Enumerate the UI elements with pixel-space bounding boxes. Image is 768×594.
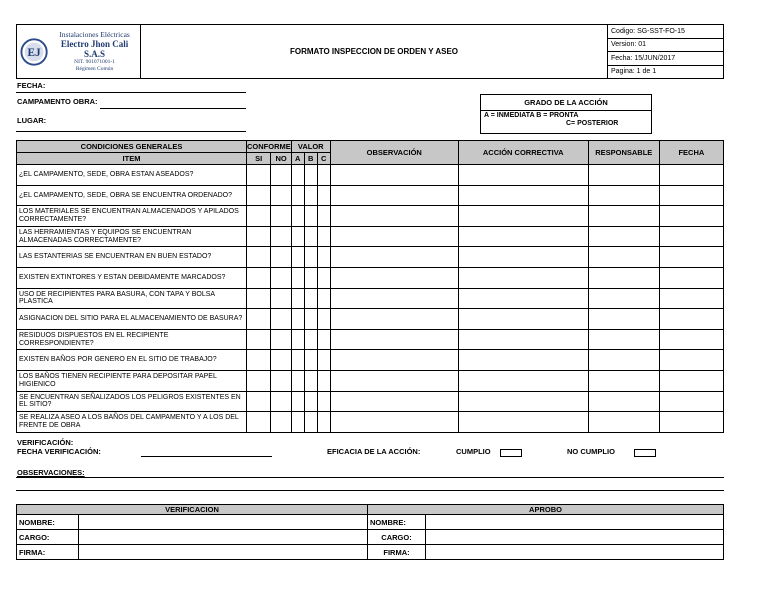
col-conforme: CONFORME [247, 142, 291, 151]
grado-legend [481, 111, 651, 129]
accion-cell[interactable] [458, 370, 588, 391]
b-cell[interactable] [304, 185, 317, 206]
table-row [17, 206, 724, 227]
table-row [17, 350, 724, 371]
company-nit: NIT. 901071001-1 [74, 59, 115, 66]
c-cell[interactable] [317, 165, 330, 186]
col-observacion: OBSERVACIÓN [330, 141, 458, 165]
a-cell[interactable] [291, 226, 304, 247]
observaciones-line-1[interactable] [16, 477, 724, 478]
si-cell[interactable] [247, 370, 271, 391]
responsable-cell[interactable] [588, 185, 659, 206]
table-row [17, 185, 724, 206]
observacion-cell[interactable] [330, 412, 458, 433]
col-fecha: FECHA [659, 141, 723, 165]
item-text: LAS HERRAMIENTAS Y EQUIPOS SE ENCUENTRAN ALMACENADAS CORRECTAMENTE? [17, 226, 247, 247]
fecha-label: FECHA: [17, 81, 46, 90]
si-cell[interactable] [247, 165, 271, 186]
observacion-cell[interactable] [330, 309, 458, 330]
b-cell[interactable] [304, 247, 317, 268]
c-cell[interactable] [317, 350, 330, 371]
si-cell[interactable] [247, 329, 271, 350]
item-text: LOS BAÑOS TIENEN RECIPIENTE PARA DEPOSITAR PAPEL HIGIENICO [17, 370, 247, 391]
col-accion-correctiva: ACCIÓN CORRECTIVA [458, 141, 588, 165]
inspection-rows [17, 165, 724, 433]
responsable-cell[interactable] [588, 412, 659, 433]
responsable-cell[interactable] [588, 165, 659, 186]
document-header [16, 24, 724, 79]
item-text: LOS MATERIALES SE ENCUENTRAN ALMACENADOS Y APILADOS CORRECTAMENTE? [17, 206, 247, 227]
b-cell[interactable] [304, 412, 317, 433]
verif-firma-field[interactable] [79, 545, 368, 560]
b-cell[interactable] [304, 309, 317, 330]
no-cell[interactable] [271, 247, 291, 268]
cumplio-label: CUMPLIO [456, 447, 491, 456]
a-cell[interactable] [291, 288, 304, 309]
campamento-line[interactable] [100, 108, 246, 109]
fecha-cell[interactable] [659, 309, 723, 330]
item-text: ASIGNACION DEL SITIO PARA EL ALMACENAMIENTO DE BASURA? [17, 309, 247, 330]
grado-legend-line-2: C= POSTERIOR [566, 120, 619, 128]
fecha-cell[interactable] [659, 370, 723, 391]
company-line-2: Electro Jhon Cali S.A.S [60, 38, 129, 59]
no-cell[interactable] [271, 267, 291, 288]
aprobo-firma-field[interactable] [426, 545, 724, 560]
c-cell[interactable] [317, 329, 330, 350]
responsable-cell[interactable] [588, 350, 659, 371]
accion-cell[interactable] [458, 226, 588, 247]
cumplio-checkbox[interactable] [500, 449, 522, 457]
col-c: C [317, 153, 330, 165]
c-cell[interactable] [317, 267, 330, 288]
responsable-cell[interactable] [588, 267, 659, 288]
lugar-label: LUGAR: [17, 116, 47, 125]
responsable-cell[interactable] [588, 370, 659, 391]
c-cell[interactable] [317, 412, 330, 433]
verificacion-label: VERIFICACIÓN: [17, 438, 74, 447]
verif-cargo-field[interactable] [79, 530, 368, 545]
si-cell[interactable] [247, 412, 271, 433]
no-cumplio-label: NO CUMPLIO [567, 447, 615, 456]
aprobo-header: APROBO [368, 505, 724, 515]
responsable-cell[interactable] [588, 206, 659, 227]
col-b: B [304, 153, 317, 165]
responsable-cell[interactable] [588, 247, 659, 268]
fecha-cell[interactable] [659, 329, 723, 350]
b-cell[interactable] [304, 391, 317, 412]
table-row [17, 329, 724, 350]
accion-cell[interactable] [458, 165, 588, 186]
col-item: ITEM [17, 153, 247, 165]
verif-nombre-label: NOMBRE: [17, 515, 79, 530]
c-cell[interactable] [317, 370, 330, 391]
grado-title: GRADO DE LA ACCIÓN [481, 95, 651, 111]
no-cell[interactable] [271, 309, 291, 330]
company-logo-icon [20, 37, 48, 67]
no-cell[interactable] [271, 370, 291, 391]
c-cell[interactable] [317, 185, 330, 206]
si-cell[interactable] [247, 288, 271, 309]
form-version: Version: 01 [608, 38, 724, 52]
table-row [17, 267, 724, 288]
b-cell[interactable] [304, 329, 317, 350]
table-row [17, 288, 724, 309]
a-cell[interactable] [291, 309, 304, 330]
verif-cargo-label: CARGO: [17, 530, 79, 545]
a-cell[interactable] [291, 391, 304, 412]
no-cell[interactable] [271, 165, 291, 186]
responsable-cell[interactable] [588, 329, 659, 350]
accion-cell[interactable] [458, 391, 588, 412]
responsable-cell[interactable] [588, 309, 659, 330]
logo-monogram: EJ [27, 46, 41, 59]
form-date: Fecha: 15/JUN/2017 [608, 52, 724, 66]
observacion-cell[interactable] [330, 370, 458, 391]
table-row [17, 226, 724, 247]
item-text: EXISTEN BAÑOS POR GENERO EN EL SITIO DE TRABAJO? [17, 350, 247, 371]
observacion-cell[interactable] [330, 165, 458, 186]
observaciones-label: OBSERVACIONES: [17, 468, 85, 477]
lugar-line[interactable] [16, 131, 246, 132]
a-cell[interactable] [291, 370, 304, 391]
table-row [17, 309, 724, 330]
fecha-cell[interactable] [659, 412, 723, 433]
accion-cell[interactable] [458, 267, 588, 288]
grado-legend-line-1: A = INMEDIATA B = PRONTA [484, 112, 579, 119]
c-cell[interactable] [317, 309, 330, 330]
c-cell[interactable] [317, 206, 330, 227]
col-valor: VALOR [291, 141, 330, 153]
company-line-1: Instalaciones Eléctricas [59, 30, 130, 40]
no-cell[interactable] [271, 391, 291, 412]
a-cell[interactable] [291, 350, 304, 371]
company-name-block [52, 31, 137, 71]
fecha-cell[interactable] [659, 226, 723, 247]
fecha-cell[interactable] [659, 288, 723, 309]
campamento-label: CAMPAMENTO OBRA: [17, 97, 98, 106]
inspection-table [16, 140, 724, 433]
aprobo-cargo-field[interactable] [426, 530, 724, 545]
form-code: Codigo: SG-SST-FO-15 [608, 25, 724, 39]
aprobo-cargo-label: CARGO: [368, 530, 426, 545]
a-cell[interactable] [291, 206, 304, 227]
accion-cell[interactable] [458, 247, 588, 268]
a-cell[interactable] [291, 247, 304, 268]
no-cell[interactable] [271, 226, 291, 247]
observacion-cell[interactable] [330, 226, 458, 247]
item-text: SE REALIZA ASEO A LOS BAÑOS DEL CAMPAMENTO Y A LOS DEL FRENTE DE OBRA [17, 412, 247, 433]
accion-cell[interactable] [458, 288, 588, 309]
b-cell[interactable] [304, 165, 317, 186]
no-cell[interactable] [271, 185, 291, 206]
observacion-cell[interactable] [330, 391, 458, 412]
table-row [17, 247, 724, 268]
company-logo-cell [17, 25, 141, 79]
item-text: RESIDUOS DISPUESTOS EN EL RECIPIENTE CORRESPONDIENTE? [17, 329, 247, 350]
col-responsable: RESPONSABLE [588, 141, 659, 165]
accion-cell[interactable] [458, 185, 588, 206]
verif-nombre-field[interactable] [79, 515, 368, 530]
fecha-cell[interactable] [659, 267, 723, 288]
b-cell[interactable] [304, 206, 317, 227]
item-text: ¿EL CAMPAMENTO, SEDE, OBRA SE ENCUENTRA ORDENADO? [17, 185, 247, 206]
table-row [17, 412, 724, 433]
si-cell[interactable] [247, 267, 271, 288]
observaciones-line-2[interactable] [16, 490, 724, 491]
c-cell[interactable] [317, 288, 330, 309]
col-si: SI [247, 153, 271, 165]
fecha-cell[interactable] [659, 350, 723, 371]
fecha-line[interactable] [16, 92, 246, 93]
fecha-cell[interactable] [659, 247, 723, 268]
no-cell[interactable] [271, 329, 291, 350]
col-condiciones-generales: CONDICIONES GENERALES [17, 141, 247, 153]
b-cell[interactable] [304, 350, 317, 371]
table-row [17, 165, 724, 186]
b-cell[interactable] [304, 370, 317, 391]
fecha-cell[interactable] [659, 391, 723, 412]
table-row [17, 370, 724, 391]
signatures-table [16, 504, 724, 560]
si-cell[interactable] [247, 391, 271, 412]
col-a: A [291, 153, 304, 165]
c-cell[interactable] [317, 226, 330, 247]
responsable-cell[interactable] [588, 288, 659, 309]
observacion-cell[interactable] [330, 288, 458, 309]
no-cell[interactable] [271, 412, 291, 433]
no-cell[interactable] [271, 288, 291, 309]
verif-firma-label: FIRMA: [17, 545, 79, 560]
item-text: USO DE RECIPIENTES PARA BASURA, CON TAPA Y BOLSA PLASTICA [17, 288, 247, 309]
fecha-cell[interactable] [659, 206, 723, 227]
a-cell[interactable] [291, 185, 304, 206]
item-text: ¿EL CAMPAMENTO, SEDE, OBRA ESTAN ASEADOS? [17, 165, 247, 186]
c-cell[interactable] [317, 391, 330, 412]
table-row [17, 391, 724, 412]
observacion-cell[interactable] [330, 185, 458, 206]
si-cell[interactable] [247, 226, 271, 247]
si-cell[interactable] [247, 247, 271, 268]
item-text: EXISTEN EXTINTORES Y ESTAN DEBIDAMENTE MARCADOS? [17, 267, 247, 288]
a-cell[interactable] [291, 412, 304, 433]
aprobo-firma-label: FIRMA: [368, 545, 426, 560]
form-page: Pagina: 1 de 1 [608, 65, 724, 79]
si-cell[interactable] [247, 350, 271, 371]
accion-cell[interactable] [458, 329, 588, 350]
no-cumplio-checkbox[interactable] [634, 449, 656, 457]
aprobo-nombre-field[interactable] [426, 515, 724, 530]
b-cell[interactable] [304, 226, 317, 247]
no-cell[interactable] [271, 350, 291, 371]
a-cell[interactable] [291, 267, 304, 288]
accion-cell[interactable] [458, 350, 588, 371]
accion-cell[interactable] [458, 309, 588, 330]
c-cell[interactable] [317, 247, 330, 268]
observacion-cell[interactable] [330, 267, 458, 288]
observacion-cell[interactable] [330, 350, 458, 371]
observacion-cell[interactable] [330, 329, 458, 350]
fecha-cell[interactable] [659, 165, 723, 186]
accion-cell[interactable] [458, 206, 588, 227]
responsable-cell[interactable] [588, 391, 659, 412]
si-cell[interactable] [247, 309, 271, 330]
a-cell[interactable] [291, 329, 304, 350]
a-cell[interactable] [291, 165, 304, 186]
item-text: SE ENCUENTRAN SEÑALIZADOS LOS PELIGROS EXISTENTES EN EL SITIO? [17, 391, 247, 412]
verificacion-header: VERIFICACION [17, 505, 368, 515]
form-title: FORMATO INSPECCION DE ORDEN Y ASEO [141, 25, 608, 79]
aprobo-nombre-label: NOMBRE: [368, 515, 426, 530]
fecha-cell[interactable] [659, 185, 723, 206]
no-cell[interactable] [271, 206, 291, 227]
observacion-cell[interactable] [330, 247, 458, 268]
responsable-cell[interactable] [588, 226, 659, 247]
fecha-verificacion-label: FECHA VERIFICACIÓN: [17, 447, 101, 456]
accion-cell[interactable] [458, 412, 588, 433]
b-cell[interactable] [304, 267, 317, 288]
item-text: LAS ESTANTERIAS SE ENCUENTRAN EN BUEN ESTADO? [17, 247, 247, 268]
grado-accion-box [480, 94, 652, 134]
eficacia-label: EFICACIA DE LA ACCIÓN: [327, 447, 421, 456]
company-regime: Régimen Común [75, 65, 114, 72]
fecha-verificacion-line[interactable] [141, 456, 272, 457]
si-cell[interactable] [247, 206, 271, 227]
b-cell[interactable] [304, 288, 317, 309]
si-cell[interactable] [247, 185, 271, 206]
col-no: NO [271, 153, 291, 165]
observacion-cell[interactable] [330, 206, 458, 227]
